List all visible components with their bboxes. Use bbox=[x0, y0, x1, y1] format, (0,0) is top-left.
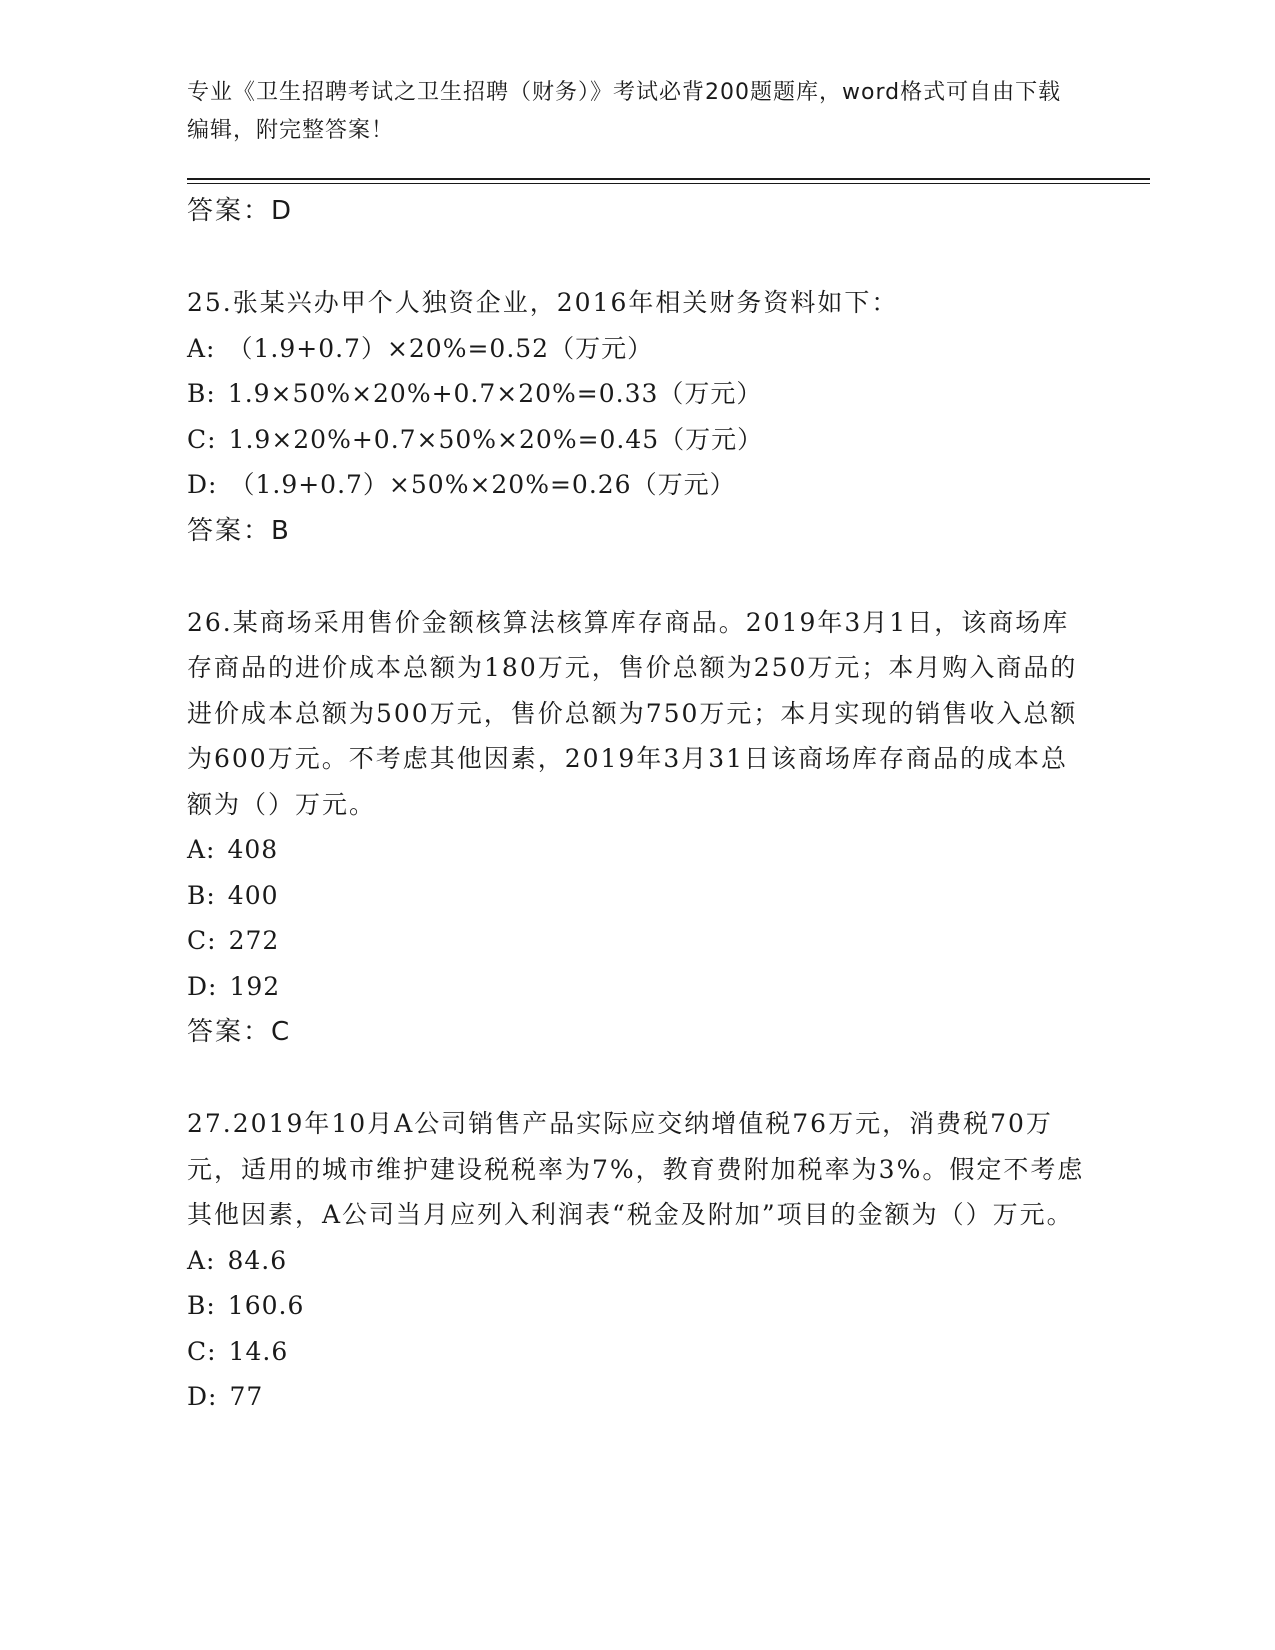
option-d bbox=[187, 964, 1087, 1010]
option-text: 84.6 bbox=[227, 1245, 288, 1275]
option-letter: C: bbox=[187, 424, 217, 454]
option-letter: A: bbox=[187, 1245, 216, 1275]
option-c bbox=[187, 1329, 1087, 1375]
option-text: 160.6 bbox=[227, 1291, 305, 1320]
option-letter: C: bbox=[187, 1336, 217, 1366]
document-body bbox=[187, 188, 1087, 1420]
question-number: 26. bbox=[187, 607, 233, 637]
option-d bbox=[187, 462, 1087, 508]
header-text: 专业《卫生招聘考试之卫生招聘（财务）》考试必背200题题库，word格式可自由下载编辑，附完整答案！ bbox=[187, 80, 1062, 143]
option-b bbox=[187, 371, 1087, 417]
question-number: 25. bbox=[187, 288, 233, 317]
spacer bbox=[187, 1055, 1087, 1101]
question-text: 2019年10月A公司销售产品实际应交纳增值税76万元，消费税70万元，适用的城市维护建设税税率为7%，教育费附加税率为3%。假定不考虑其他因素，A公司当月应列入利润表“税金及附加”项目的金额为（）万元。 bbox=[187, 1109, 1085, 1229]
option-letter: D: bbox=[187, 971, 218, 1001]
question-text: 张某兴办甲个人独资企业，2016年相关财务资料如下： bbox=[232, 288, 899, 317]
option-a bbox=[187, 827, 1087, 873]
option-letter: C: bbox=[187, 926, 217, 955]
option-text: 272 bbox=[228, 926, 280, 955]
spacer bbox=[187, 234, 1087, 280]
option-text: 77 bbox=[229, 1382, 264, 1411]
answer-24: 答案：D bbox=[187, 196, 294, 226]
option-a bbox=[187, 1238, 1087, 1284]
document-header bbox=[187, 74, 1067, 150]
option-text: 1.9×20%+0.7×50%×20%=0.45（万元） bbox=[228, 424, 764, 454]
spacer bbox=[187, 554, 1087, 600]
option-text: 1.9×50%×20%+0.7×20%=0.33（万元） bbox=[227, 379, 763, 408]
question-27 bbox=[187, 1101, 1087, 1238]
answer-25: 答案：B bbox=[187, 515, 291, 546]
option-letter: D: bbox=[187, 1382, 218, 1411]
option-letter: B: bbox=[187, 1291, 216, 1320]
option-c bbox=[187, 417, 1087, 463]
header-divider-thin bbox=[187, 183, 1150, 184]
option-text: （1.9+0.7）×50%×20%=0.26（万元） bbox=[229, 470, 736, 499]
option-letter: A: bbox=[187, 333, 216, 363]
option-letter: B: bbox=[187, 880, 216, 910]
option-d bbox=[187, 1374, 1087, 1420]
question-number: 27. bbox=[187, 1109, 233, 1138]
option-text: 400 bbox=[227, 880, 279, 910]
option-b bbox=[187, 873, 1087, 919]
option-letter: B: bbox=[187, 379, 216, 408]
option-letter: D: bbox=[187, 470, 218, 499]
question-text: 某商场采用售价金额核算法核算库存商品。2019年3月1日，该商场库存商品的进价成本总额为180万元，售价总额为250万元；本月购入商品的进价成本总额为500万元，售价总额为750万元；本月实现的销售收入总额为600万元。不考虑其他因素，2019年3月31日该商场库存商品的成本总额为（）万元。 bbox=[187, 607, 1078, 819]
question-25 bbox=[187, 280, 1087, 326]
option-text: 408 bbox=[227, 835, 279, 864]
option-text: 192 bbox=[229, 971, 281, 1001]
question-26 bbox=[187, 600, 1087, 828]
option-c bbox=[187, 918, 1087, 964]
header-divider bbox=[187, 178, 1150, 180]
option-text: （1.9+0.7）×20%=0.52（万元） bbox=[227, 333, 654, 363]
option-b bbox=[187, 1283, 1087, 1329]
answer-26: 答案：C bbox=[187, 1017, 292, 1047]
option-letter: A: bbox=[187, 835, 216, 864]
option-a bbox=[187, 326, 1087, 372]
option-text: 14.6 bbox=[228, 1336, 289, 1366]
